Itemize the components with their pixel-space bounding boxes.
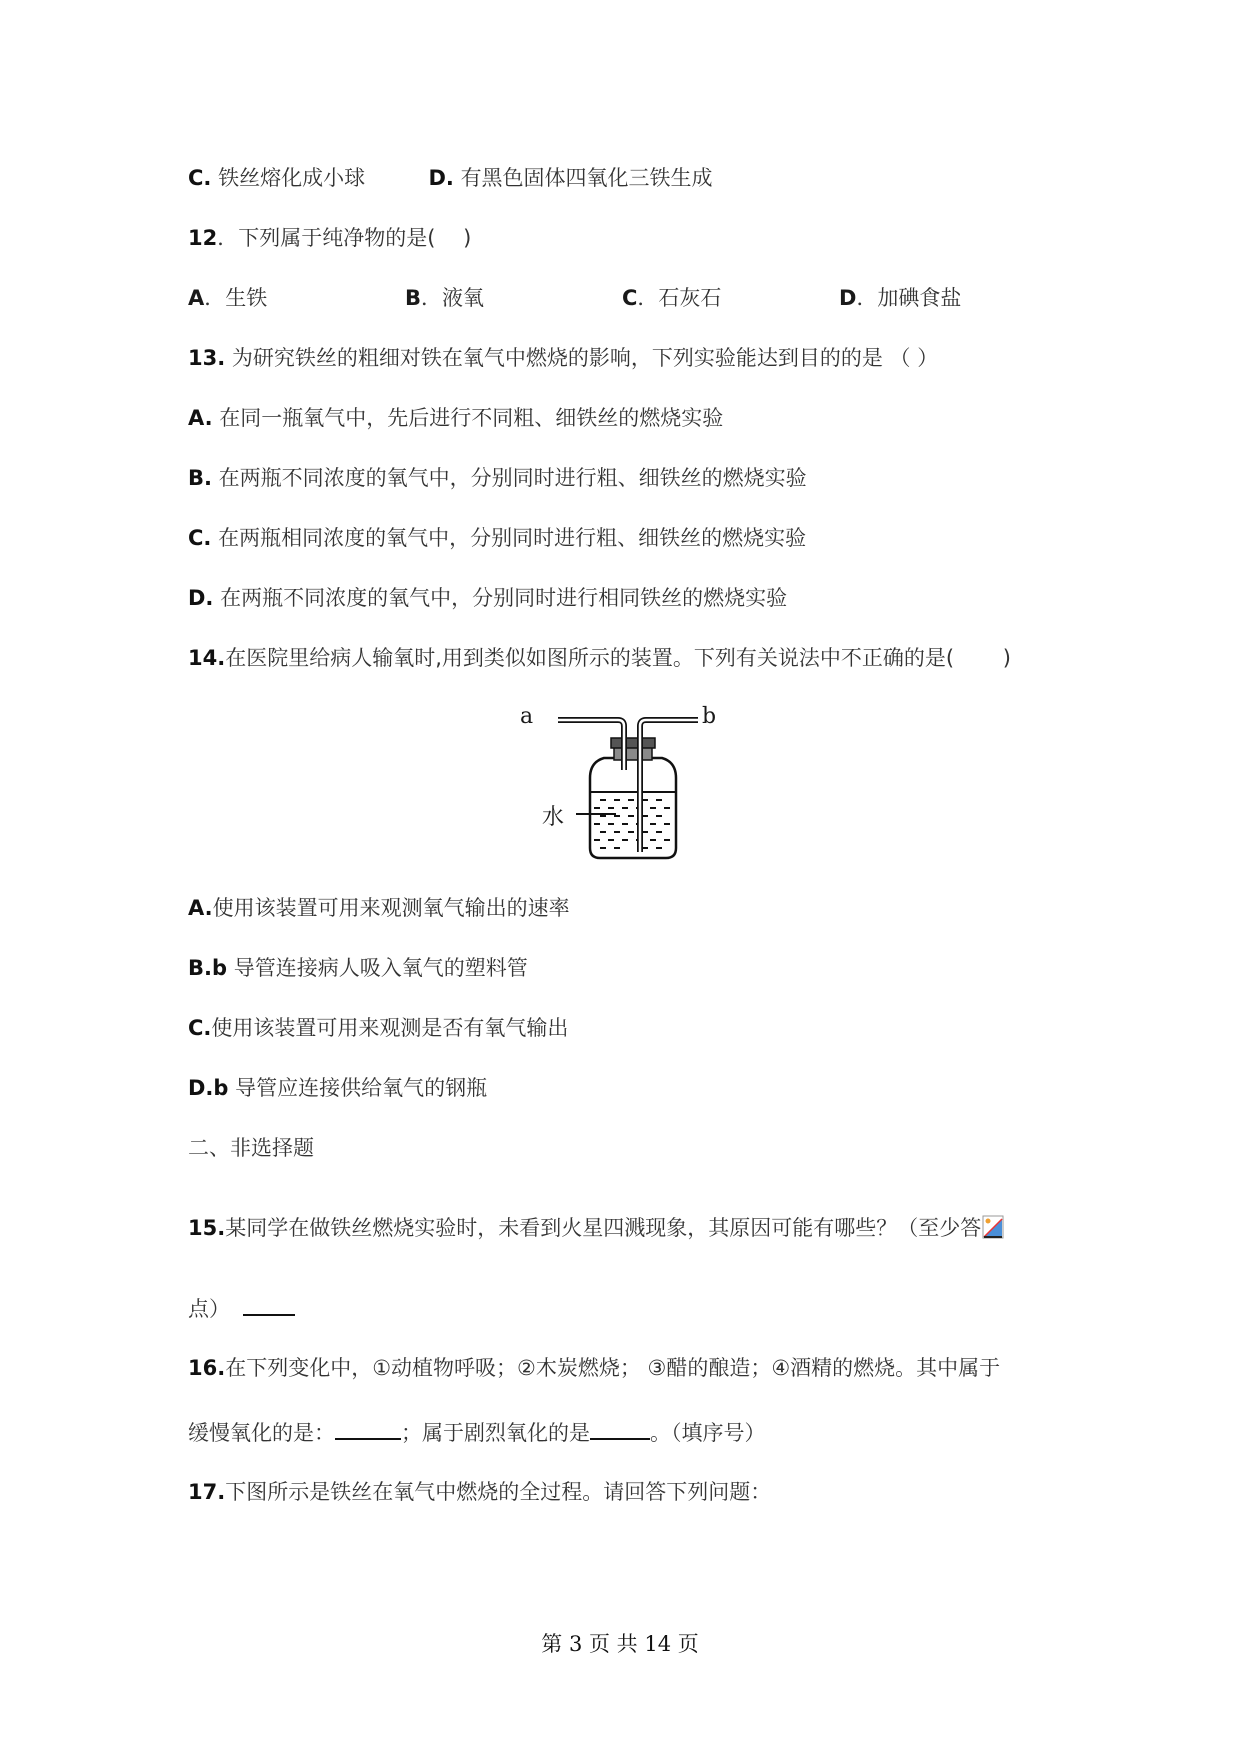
q16-line2: 缓慢氧化的是： ；属于剧烈氧化的是 。（填序号） [188, 1418, 766, 1447]
q14-option-c: C.使用该装置可用来观测是否有氧气输出 [188, 1016, 569, 1040]
q14-option-a: A.使用该装置可用来观测氧气输出的速率 [188, 896, 570, 920]
question-stem: 下图所示是铁丝在氧气中燃烧的全过程。请回答下列问题： [225, 1480, 772, 1504]
question-17 [188, 1478, 771, 1506]
question-16 [188, 1354, 1000, 1382]
broken-image-icon [982, 1215, 1004, 1239]
q12-option-d: D．加碘食盐 [839, 286, 962, 310]
gas-bottle-figure [520, 700, 717, 860]
q11-options [188, 164, 713, 192]
answer-blank-violent-oxidation[interactable] [590, 1418, 650, 1440]
question-13 [188, 344, 938, 372]
q13-option-d: D. 在两瓶不同浓度的氧气中，分别同时进行相同铁丝的燃烧实验 [188, 586, 788, 610]
question-stem: 在医院里给病人输氧时,用到类似如图所示的装置。下列有关说法中不正确的是( ) [225, 646, 1011, 670]
q13-option-a: A. 在同一瓶氧气中，先后进行不同粗、细铁丝的燃烧实验 [188, 406, 724, 430]
question-15 [188, 1214, 1004, 1242]
question-number: 14. [188, 646, 226, 670]
q14-option-d: D.b 导管应连接供给氧气的钢瓶 [188, 1076, 488, 1100]
q12-option-a: A．生铁 [188, 286, 268, 310]
question-stem: 在下列变化中，①动植物呼吸；②木炭燃烧； ③醋的酿造；④酒精的燃烧。其中属于 [225, 1356, 1001, 1380]
q13-option-c: C. 在两瓶相同浓度的氧气中，分别同时进行粗、细铁丝的燃烧实验 [188, 526, 807, 550]
section-heading: 二、非选择题 [188, 1136, 314, 1160]
q14-option-b: B.b 导管连接病人吸入氧气的塑料管 [188, 956, 528, 980]
water-label: 水 [542, 805, 565, 830]
question-number: 17. [188, 1480, 226, 1504]
question-number: 13. [188, 346, 226, 370]
q13-option-b: B. 在两瓶不同浓度的氧气中，分别同时进行粗、细铁丝的燃烧实验 [188, 466, 807, 490]
question-number: 12 [188, 226, 218, 250]
answer-blank-slow-oxidation[interactable] [335, 1418, 401, 1440]
question-stem: 某同学在做铁丝燃烧实验时，未看到火星四溅现象，其原因可能有哪些？（至少答 [225, 1216, 982, 1240]
q12-option-c: C．石灰石 [622, 286, 722, 310]
q12-option-b: B．液氧 [405, 286, 485, 310]
page-footer: 第 3 页 共 14 页 [541, 1632, 699, 1656]
question-12 [188, 224, 471, 252]
question-stem: 为研究铁丝的粗细对铁在氧气中燃烧的影响，下列实验能达到目的的是 （ ） [225, 346, 939, 370]
option-label: C. [188, 166, 212, 190]
option-text: 铁丝熔化成小球 [218, 166, 366, 190]
question-number: 16. [188, 1356, 226, 1380]
question-14 [188, 644, 1011, 672]
tube-a-label: a [520, 704, 534, 729]
q15-continuation: 点） [188, 1294, 295, 1323]
option-text: 有黑色固体四氧化三铁生成 [460, 166, 713, 190]
option-label: D. [428, 166, 454, 190]
tube-b-label: b [702, 704, 717, 729]
question-stem: ．下列属于纯净物的是( ) [217, 226, 472, 250]
answer-blank[interactable] [243, 1294, 295, 1316]
question-number: 15. [188, 1216, 226, 1240]
